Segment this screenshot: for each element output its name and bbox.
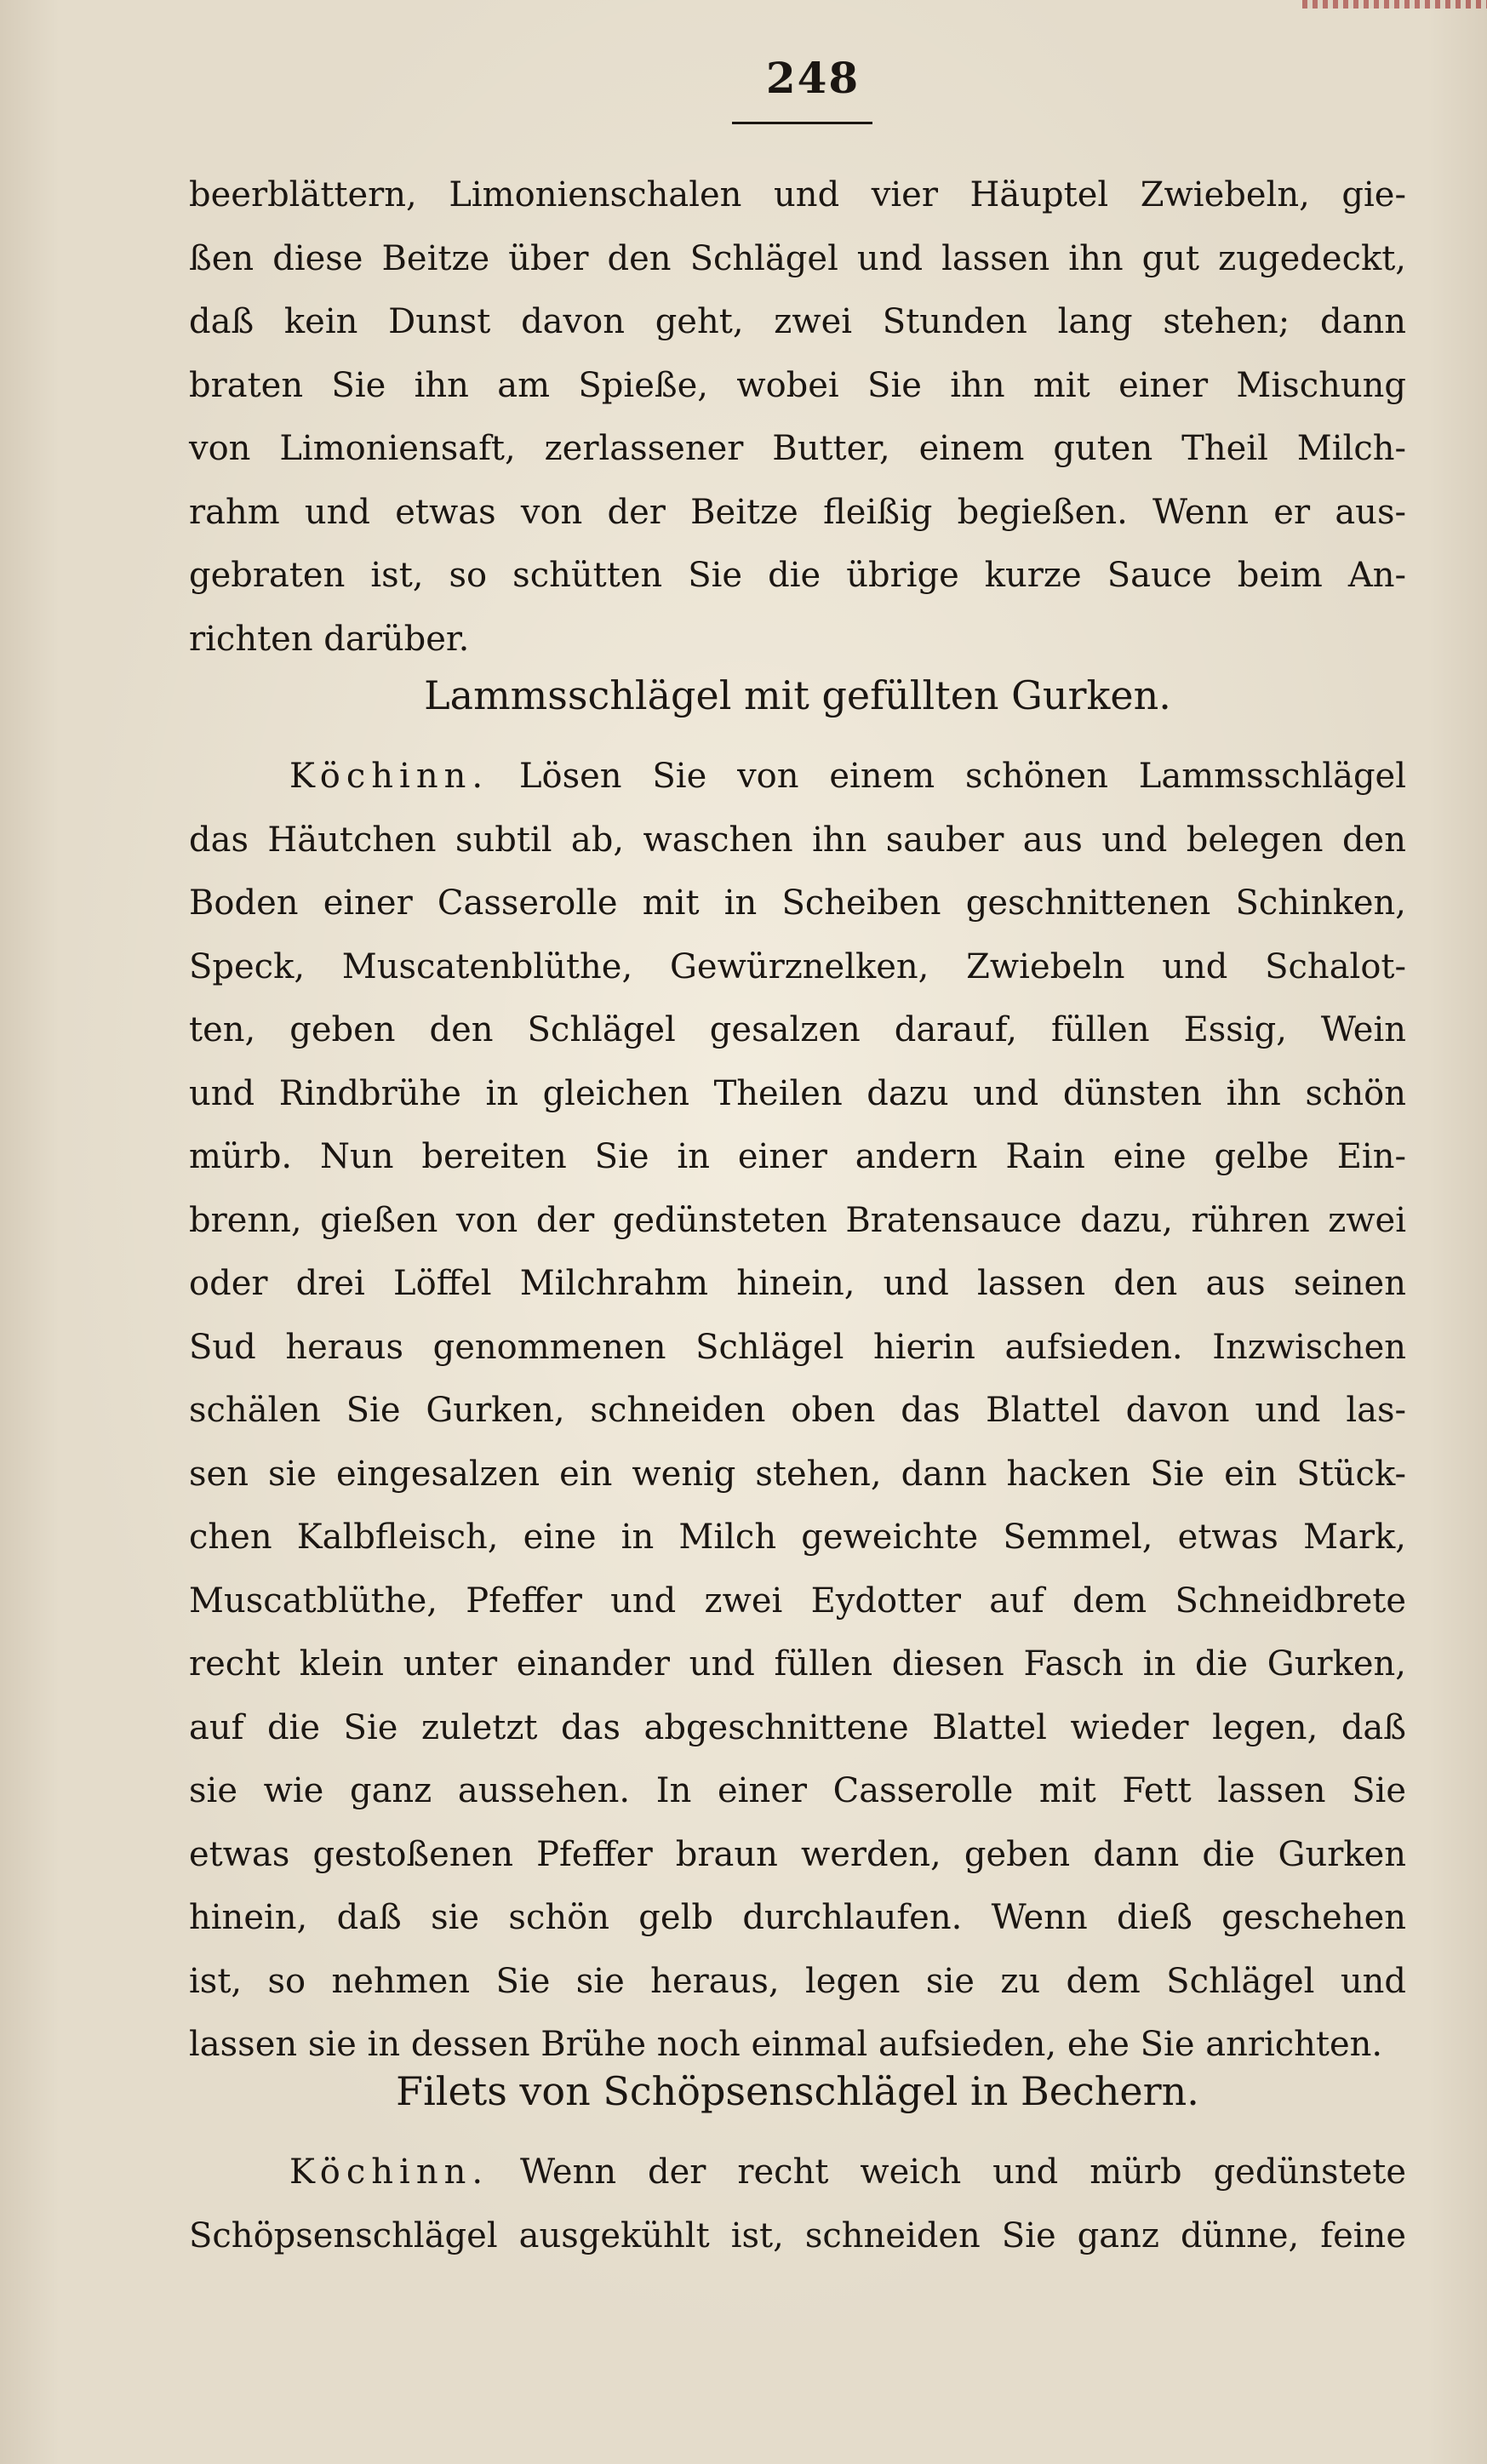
paragraph-continuation <box>189 163 1406 671</box>
text-line: Sud heraus genommenen Schlägel hierin aufsieden. Inzwischen <box>189 1327 1406 1367</box>
paragraph-recipe-mutton <box>189 2141 1406 2267</box>
text-line: ßen diese Beitze über den Schlägel und lassen ihn gut zugedeckt, <box>189 238 1406 278</box>
page-number: 248 <box>765 53 861 103</box>
text-line: lassen sie in dessen Brühe noch einmal aufsieden, ehe Sie anrichten. <box>189 2025 1383 2064</box>
text-line: Schöpsenschlägel ausgekühlt ist, schneiden Sie ganz dünne, feine <box>189 2215 1406 2255</box>
text-line: auf die Sie zuletzt das abgeschnittene Blattel wieder legen, daß <box>189 1707 1406 1747</box>
text-line <box>189 745 1406 809</box>
text-line <box>189 2141 1406 2204</box>
text-line: schälen Sie Gurken, schneiden oben das Blattel davon und las- <box>189 1391 1406 1430</box>
text-line: daß kein Dunst davon geht, zwei Stunden lang stehen; dann <box>189 302 1406 341</box>
text-line: Muscatblüthe, Pfeffer und zwei Eydotter auf dem Schneidbrete <box>189 1581 1406 1621</box>
speaker-label: Köchinn. <box>289 757 489 796</box>
text-run: Wenn der recht weich und mürb gedünstete <box>520 2152 1407 2192</box>
text-line: Speck, Muscatenblüthe, Gewürznelken, Zwiebeln und Schalot- <box>189 946 1406 986</box>
text-line: recht klein unter einander und füllen diesen Fasch in die Gurken, <box>189 1644 1406 1684</box>
text-line: das Häutchen subtil ab, waschen ihn sauber aus und belegen den <box>189 820 1406 860</box>
recipe-heading: Lammsschlägel mit gefüllten Gurken. <box>424 672 1171 718</box>
text-line: oder drei Löffel Milchrahm hinein, und lassen den aus seinen <box>189 1264 1406 1303</box>
text-line: sie wie ganz aussehen. In einer Casserolle mit Fett lassen Sie <box>189 1771 1406 1810</box>
text-line: beerblättern, Limonienschalen und vier Häuptel Zwiebeln, gie- <box>189 175 1406 214</box>
text-line: mürb. Nun bereiten Sie in einer andern Rain eine gelbe Ein- <box>189 1137 1406 1176</box>
page-number-rule <box>732 122 872 124</box>
speaker-label: Köchinn. <box>289 2152 489 2192</box>
text-line: Boden einer Casserolle mit in Scheiben geschnittenen Schinken, <box>189 883 1406 923</box>
text-line: ten, geben den Schlägel gesalzen darauf, füllen Essig, Wein <box>189 1010 1406 1049</box>
text-line: gebraten ist, so schütten Sie die übrige kurze Sauce beim An- <box>189 556 1406 595</box>
recipe-heading: Filets von Schöpsenschlägel in Bechern. <box>396 2068 1199 2114</box>
text-line: braten Sie ihn am Spieße, wobei Sie ihn mit einer Mischung <box>189 365 1406 405</box>
text-line: chen Kalbfleisch, eine in Milch geweichte Semmel, etwas Mark, <box>189 1518 1406 1557</box>
text-line: und Rindbrühe in gleichen Theilen dazu und dünsten ihn schön <box>189 1073 1406 1113</box>
text-line: von Limoniensaft, zerlassener Butter, einem guten Theil Milch- <box>189 429 1406 468</box>
text-line: etwas gestoßenen Pfeffer braun werden, geben dann die Gurken <box>189 1834 1406 1874</box>
text-line: richten darüber. <box>189 619 470 659</box>
page-edge-decoration <box>1302 0 1487 9</box>
paragraph-recipe-lamb <box>189 745 1406 2077</box>
text-line: rahm und etwas von der Beitze fleißig begießen. Wenn er aus- <box>189 492 1406 532</box>
text-run: Lösen Sie von einem schönen Lammsschlägel <box>518 757 1407 796</box>
text-line: hinein, daß sie schön gelb durchlaufen. Wenn dieß geschehen <box>189 1898 1406 1937</box>
text-line: ist, so nehmen Sie sie heraus, legen sie zu dem Schlägel und <box>189 1961 1406 2001</box>
text-line: brenn, gießen von der gedünsteten Bratensauce dazu, rühren zwei <box>189 1200 1406 1240</box>
text-line: sen sie eingesalzen ein wenig stehen, dann hacken Sie ein Stück- <box>189 1454 1406 1494</box>
